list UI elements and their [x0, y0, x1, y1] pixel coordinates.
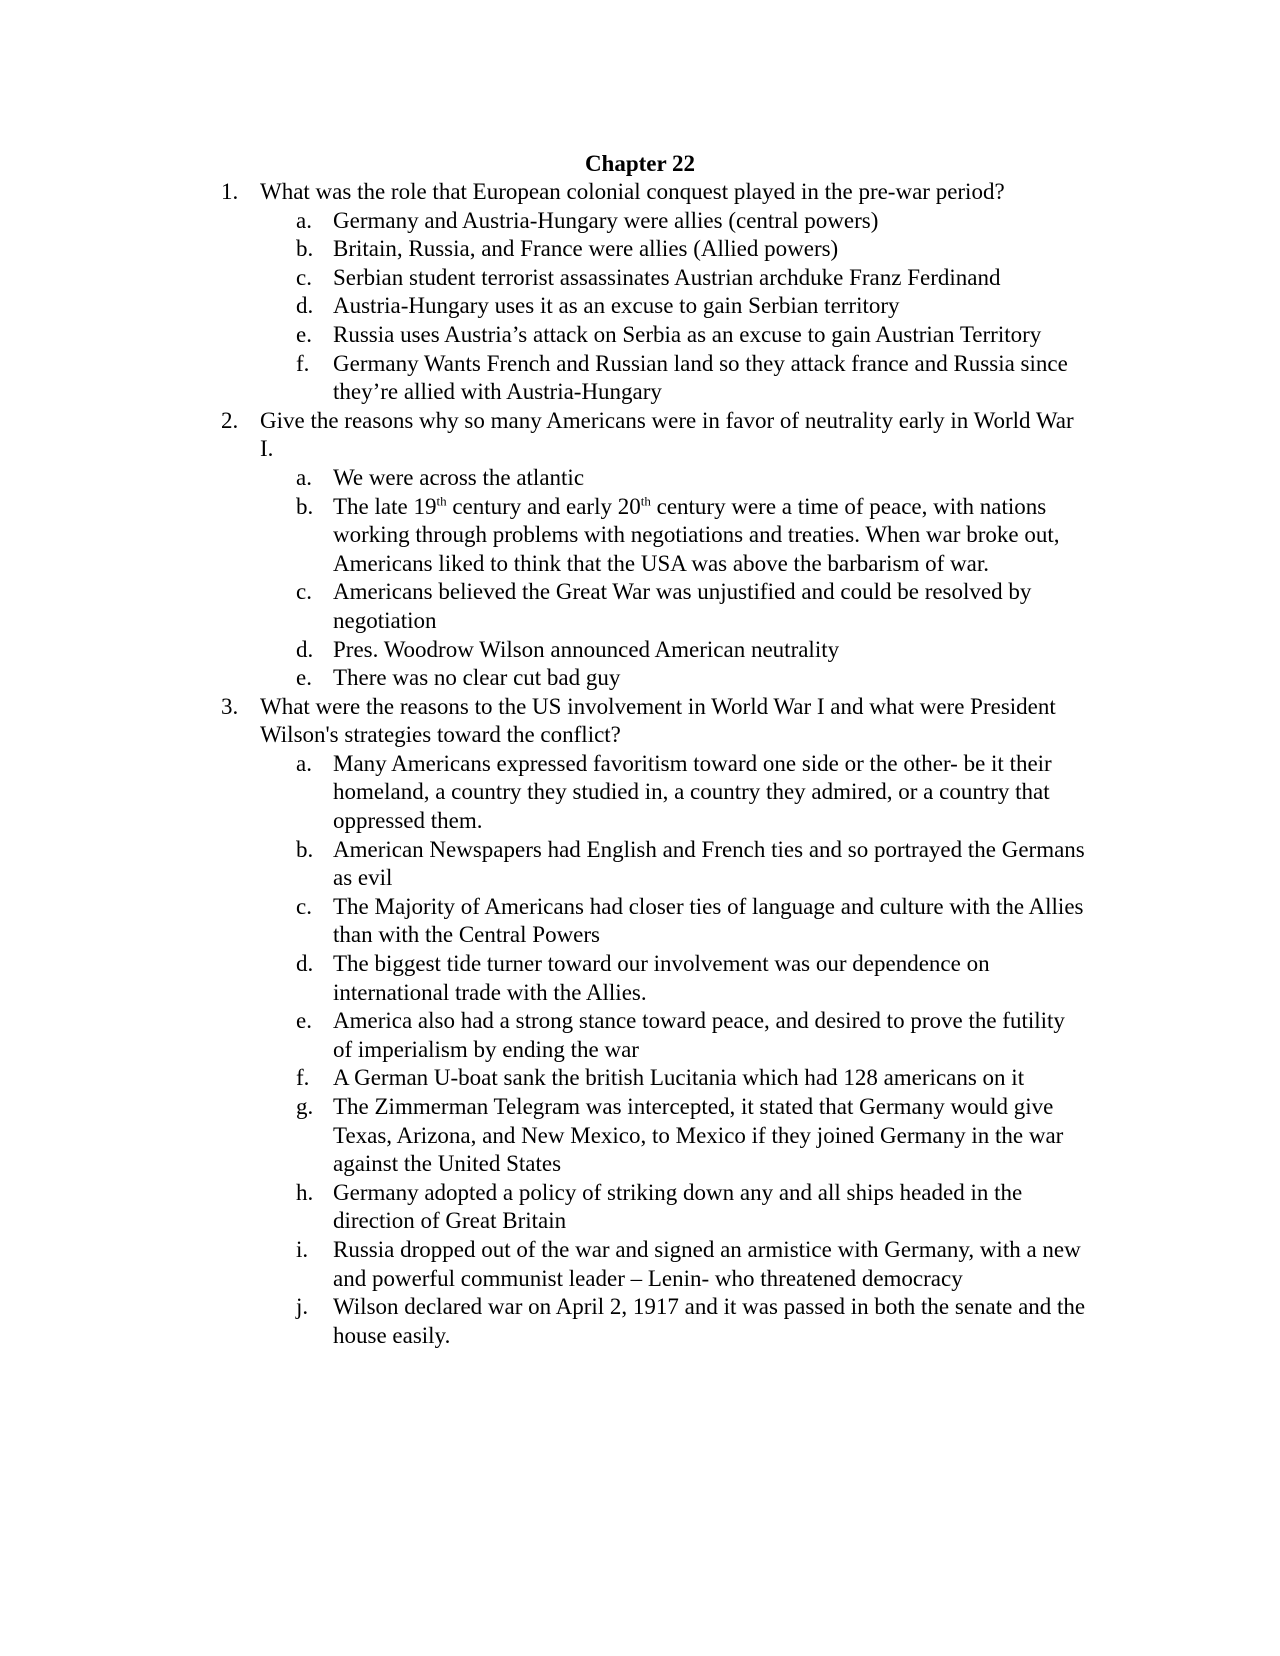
- answer-item: [296, 1293, 1088, 1350]
- answer-letter: a.: [296, 750, 312, 776]
- answer-letter: f.: [296, 350, 310, 376]
- answer-item: [296, 836, 1088, 893]
- answer-text: Germany adopted a policy of striking down any and all ships headed in the direction of Great Britain: [333, 1179, 1023, 1234]
- answer-letter: a.: [296, 464, 312, 490]
- answer-item: [296, 464, 1088, 493]
- answer-text: We were across the atlantic: [333, 464, 585, 490]
- answer-letter: j.: [296, 1294, 309, 1320]
- question-2: [0, 407, 1080, 693]
- answer-list: [260, 207, 1080, 407]
- answer-item: [296, 664, 1088, 693]
- answer-letter: e.: [296, 321, 312, 347]
- question-1: [0, 178, 1080, 407]
- answer-text: Russia dropped out of the war and signed an armistice with Germany, with a new and powerful communist leader – Lenin- who threatened democracy: [333, 1236, 1081, 1291]
- answer-item: [296, 636, 1088, 665]
- answer-text: Serbian student terrorist assassinates Austrian archduke Franz Ferdinand: [333, 264, 1001, 290]
- answer-text: Germany Wants French and Russian land so they attack france and Russia since they’re allied with Austria-Hungary: [333, 350, 1068, 405]
- answer-item: [296, 292, 1088, 321]
- answer-item: [296, 950, 1088, 1007]
- answer-letter: b.: [296, 836, 314, 862]
- answer-letter: c.: [296, 264, 312, 290]
- answer-text: America also had a strong stance toward peace, and desired to prove the futility of imperialism by ending the war: [333, 1008, 1065, 1062]
- answer-item: [296, 321, 1088, 350]
- answer-text: Wilson declared war on April 2, 1917 and it was passed in both the senate and the house easily.: [333, 1294, 1086, 1348]
- answer-text-part: century were a time of peace, with nations working through problems with negotiations and treaties. When war broke out, Americans liked to think that the USA was above the barbarism of war.: [333, 493, 1060, 576]
- answer-letter: h.: [296, 1179, 314, 1205]
- answer-letter: e.: [296, 1008, 312, 1034]
- answer-text: Many Americans expressed favoritism toward one side or the other- be it their homeland, a country they studied in, a country they admired, or a country that oppressed them.: [333, 750, 1052, 834]
- question-text: What was the role that European colonial conquest played in the pre-war period?: [260, 179, 1005, 204]
- answer-item: [296, 1093, 1088, 1179]
- answer-letter: a.: [296, 207, 312, 233]
- answer-item: [296, 207, 1088, 236]
- answer-letter: f.: [296, 1065, 310, 1091]
- answer-item: [296, 750, 1088, 836]
- answer-letter: d.: [296, 951, 314, 977]
- answer-text: [333, 494, 1059, 576]
- answer-letter: i.: [296, 1236, 309, 1262]
- answer-text: The biggest tide turner toward our involvement was our dependence on international trade with the Allies.: [333, 951, 990, 1005]
- answer-item: [296, 578, 1088, 635]
- question-3: [0, 693, 1086, 1351]
- question-number: 1.: [221, 179, 239, 204]
- answer-text: There was no clear cut bad guy: [333, 665, 621, 691]
- answer-letter: e.: [296, 665, 312, 691]
- answer-item: [296, 1064, 1088, 1093]
- answer-text: The Zimmerman Telegram was intercepted, it stated that Germany would give Texas, Arizona, and New Mexico, to Mexico if they joined Germany in the war against the United States: [333, 1094, 1064, 1177]
- answer-text: Pres. Woodrow Wilson announced American neutrality: [333, 636, 840, 662]
- answer-item: [296, 492, 1088, 579]
- answer-text-part: century and early 20: [446, 493, 641, 519]
- ordinal-suffix: th: [436, 492, 447, 508]
- answer-letter: g.: [296, 1094, 314, 1119]
- answer-text: American Newspapers had English and French ties and so portrayed the Germans as evil: [333, 836, 1085, 891]
- answer-list: [260, 464, 1080, 693]
- answer-item: [296, 264, 1088, 293]
- question-text: Give the reasons why so many Americans were in favor of neutrality early in World War I.: [260, 407, 1074, 462]
- question-number: 2.: [221, 407, 239, 433]
- question-list: [0, 178, 1280, 1350]
- answer-item: [296, 1236, 1088, 1293]
- answer-item: [296, 1007, 1088, 1064]
- answer-list: [260, 750, 1086, 1350]
- answer-item: [296, 350, 1088, 407]
- answer-letter: c.: [296, 579, 312, 605]
- answer-item: [296, 235, 1088, 264]
- answer-text-part: The late 19: [333, 493, 437, 519]
- answer-letter: d.: [296, 636, 314, 662]
- answer-text: The Majority of Americans had closer ties of language and culture with the Allies than with the Central Powers: [333, 893, 1084, 948]
- answer-text: A German U-boat sank the british Lucitania which had 128 americans on it: [333, 1065, 1025, 1091]
- answer-letter: d.: [296, 293, 314, 319]
- answer-text: Russia uses Austria’s attack on Serbia as an excuse to gain Austrian Territory: [333, 321, 1042, 347]
- page-title: Chapter 22: [584, 151, 696, 176]
- answer-item: [296, 893, 1088, 950]
- answer-item: [296, 1179, 1088, 1236]
- question-text: What were the reasons to the US involvement in World War I and what were President Wilson's strategies toward the conflict?: [260, 693, 1056, 748]
- question-number: 3.: [221, 693, 239, 719]
- answer-letter: b.: [296, 493, 314, 519]
- answer-text: Austria-Hungary uses it as an excuse to gain Serbian territory: [333, 293, 900, 319]
- answer-text: Americans believed the Great War was unjustified and could be resolved by negotiation: [333, 579, 1032, 633]
- answer-letter: c.: [296, 893, 312, 919]
- ordinal-suffix: th: [640, 492, 651, 508]
- answer-letter: b.: [296, 236, 314, 262]
- answer-text: Britain, Russia, and France were allies (Allied powers): [333, 236, 839, 262]
- answer-text: Germany and Austria-Hungary were allies (central powers): [333, 207, 879, 233]
